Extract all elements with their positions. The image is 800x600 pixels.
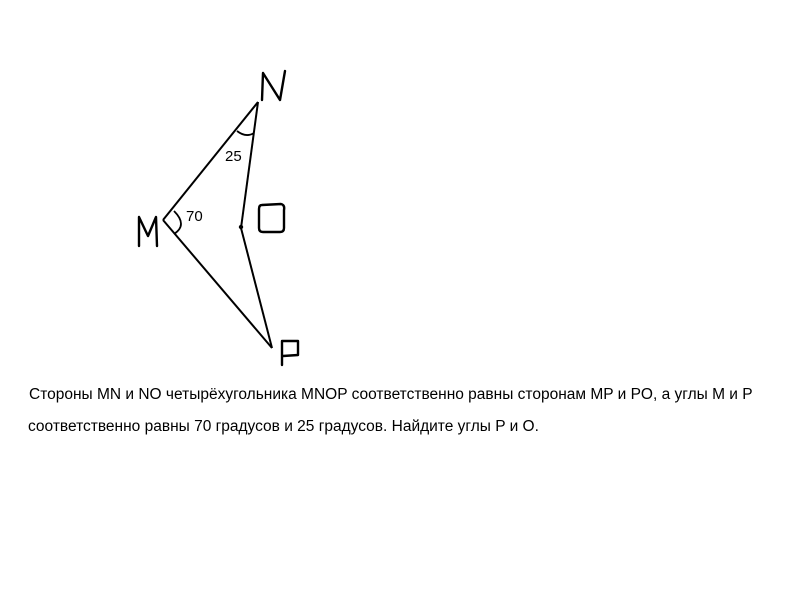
angle-label-m: 70 [186,208,203,225]
angle-label-n: 25 [225,148,242,165]
point-o-marker [239,225,243,229]
problem-text-line-2: соответственно равны 70 градусов и 25 градусов. Найдите углы P и O. [28,418,539,435]
vertex-label-o [0,0,284,232]
vertex-label-n [0,0,285,100]
angle-arc-m [174,211,181,234]
angle-arc-n [237,131,254,135]
vertex-label-m [0,0,157,246]
vertex-label-p [0,0,298,365]
problem-text-line-1: Стороны MN и NO четырёхугольника MNOP соответственно равны сторонам MP и PO, а углы M и P [29,386,753,403]
